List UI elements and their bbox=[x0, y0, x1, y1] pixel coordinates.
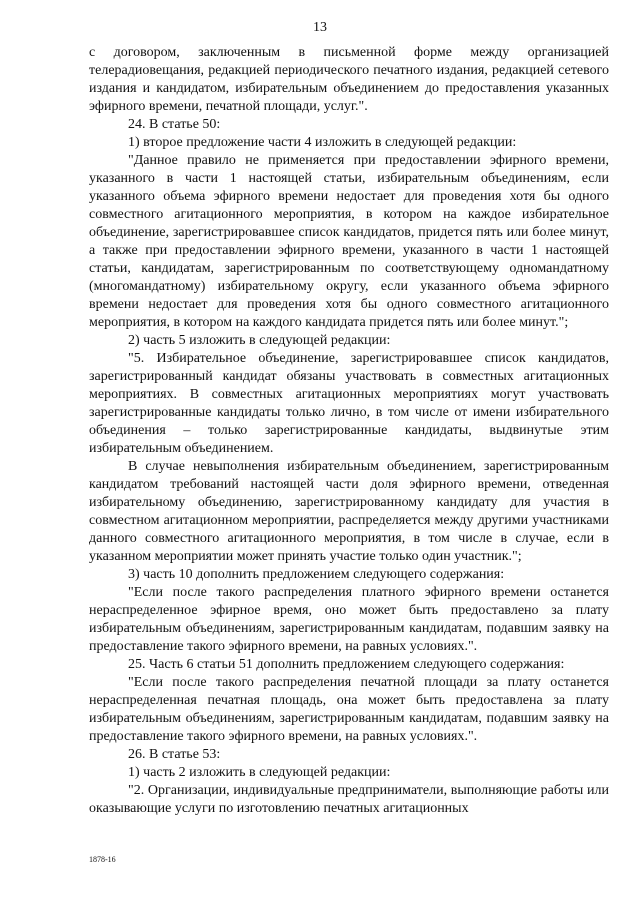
paragraph-quote: "Если после такого распределения печатной площади за плату останется нераспределенная печатная площадь, она может быть предоставлена за плату избирательным объединениям, зарегистрированным кандидатам, подавшим заявку на предоставление такого эфирного времени, на равных условиях.". bbox=[89, 675, 609, 744]
paragraph-subitem-3: 3) часть 10 дополнить предложением следующего содержания: bbox=[128, 567, 505, 582]
paragraph-subitem-2: 2) часть 5 изложить в следующей редакции: bbox=[128, 333, 391, 348]
paragraph-subitem-1: 1) часть 2 изложить в следующей редакции: bbox=[128, 765, 391, 780]
footer-code: 1878-16 bbox=[89, 855, 116, 864]
paragraph-quote: "5. Избирательное объединение, зарегистрировавшее список кандидатов, зарегистрированный кандидат обязаны участвовать в совместных агитационных мероприятиях. В совместных агитационных мероприятиях могут участвовать зарегистрированные кандидаты только лично, в том числе от имени избирательного объединения – только зарегистрированные кандидаты, выдвинутые этим избирательным объединением. bbox=[89, 351, 609, 456]
paragraph-quote: В случае невыполнения избирательным объединением, зарегистрированным кандидатом требований настоящей части доля эфирного времени, отведенная избирательному объединению, зарегистрированному кандидату для участия в совместном агитационном мероприятии, распределяется между другими участниками данного совместного агитационного мероприятия, в том числе в случае, если в указанном мероприятии может принять участие только один участник."; bbox=[89, 459, 609, 564]
page-number: 13 bbox=[313, 20, 327, 35]
paragraph-continuation: с договором, заключенным в письменной форме между организацией телерадиовещания, редакцией периодического печатного издания, редакцией сетевого издания и кандидатом, избирательным объединением до предоставления указанных эфирного времени, печатной площади, услуг.". bbox=[89, 45, 609, 114]
paragraph-quote: "Данное правило не применяется при предоставлении эфирного времени, указанного в части 1 настоящей статьи, избирательным объединениям, если указанного объема эфирного времени недостает для проведения хотя бы одного совместного агитационного мероприятия, в котором на каждое избирательное объединение, зарегистрировавшее список кандидатов, придется пять или более минут, а также при предоставлении эфирного времени, указанного в части 1 настоящей статьи, кандидатам, зарегистрированным по соответствующему одномандатному (многомандатному) избирательному округу, если указанного объема эфирного времени недостает для проведения хотя бы одного совместного агитационного мероприятия, в котором на каждого кандидата придется пять или более минут."; bbox=[89, 153, 609, 330]
paragraph-item-25: 25. Часть 6 статьи 51 дополнить предложением следующего содержания: bbox=[128, 657, 565, 672]
paragraph-item-24: 24. В статье 50: bbox=[128, 117, 221, 132]
document-body bbox=[89, 44, 609, 818]
paragraph-quote: "2. Организации, индивидуальные предприниматели, выполняющие работы или оказывающие услуги по изготовлению печатных агитационных bbox=[89, 783, 609, 816]
paragraph-subitem-1: 1) второе предложение части 4 изложить в следующей редакции: bbox=[128, 135, 517, 150]
paragraph-quote: "Если после такого распределения платного эфирного времени останется нераспределенное эфирное время, оно может быть предоставлено за плату избирательным объединениям, зарегистрированным кандидатам, подавшим заявку на предоставление такого эфирного времени, на равных условиях.". bbox=[89, 585, 609, 654]
paragraph-item-26: 26. В статье 53: bbox=[128, 747, 221, 762]
